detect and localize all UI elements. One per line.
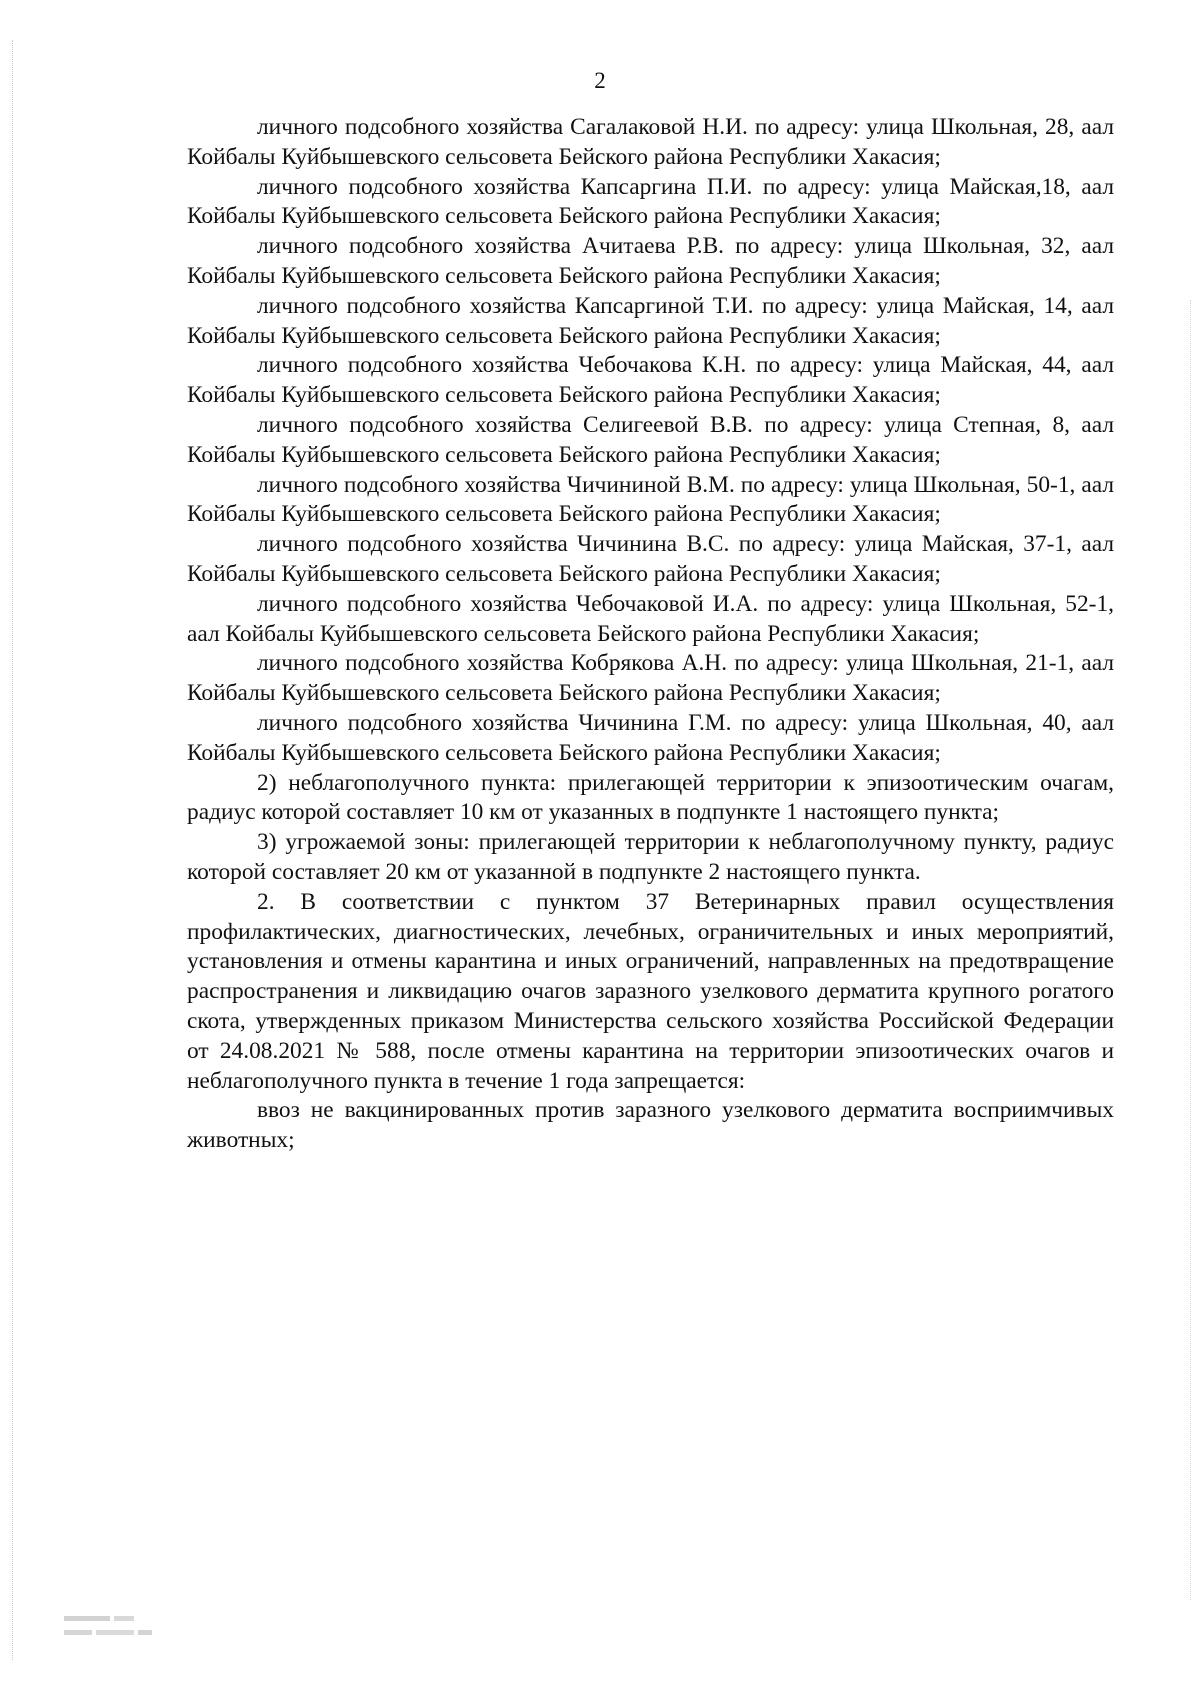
faint-stamp-marks bbox=[62, 1610, 172, 1644]
paragraph-clause-2: 2. В соответствии с пунктом 37 Ветеринарных правил осуществления профилактических, диагностических, лечебных, ограничительных и иных мероприятий, установления и отмены карантина и иных ограничений, направленных на предотвращение распространения и ликвидацию очагов заразного узелкового дерматита крупного рогатого скота, утвержденных приказом Министерства сельского хозяйства Российской Федерации от 24.08.2021 № 588, после отмены карантина на территории эпизоотических очагов и неблагополучного пункта в течение 1 года запрещается: bbox=[187, 888, 1114, 1094]
paragraph-household-11: личного подсобного хозяйства Чичинина Г.М. по адресу: улица Школьная, 40, аал Койбалы Куйбышевского сельсовета Бейского района Республики Хакасия; bbox=[187, 709, 1114, 766]
paragraph-household-2: личного подсобного хозяйства Капсаргина П.И. по адресу: улица Майская,18, аал Койбалы Куйбышевского сельсовета Бейского района Республики Хакасия; bbox=[187, 173, 1114, 230]
paragraph-import-ban: ввоз не вакцинированных против заразного узелкового дерматита восприимчивых животных; bbox=[187, 1097, 1114, 1154]
paragraph-threatened-zone: 3) угрожаемой зоны: прилегающей территории к неблагополучному пункту, радиус которой составляет 20 км от указанной в подпункте 2 настоящего пункта. bbox=[187, 829, 1114, 885]
paragraph-household-9: личного подсобного хозяйства Чебочаковой И.А. по адресу: улица Школьная, 52-1, аал Койбалы Куйбышевского сельсовета Бейского района Республики Хакасия; bbox=[187, 590, 1114, 647]
scan-right-edge bbox=[1190, 300, 1191, 1600]
paragraph-household-7: личного подсобного хозяйства Чичининой В.М. по адресу: улица Школьная, 50-1, аал Койбалы Куйбышевского сельсовета Бейского района Республики Хакасия; bbox=[187, 471, 1114, 528]
paragraph-household-8: личного подсобного хозяйства Чичинина В.С. по адресу: улица Майская, 37-1, аал Койбалы Куйбышевского сельсовета Бейского района Республики Хакасия; bbox=[187, 531, 1114, 587]
paragraph-household-3: личного подсобного хозяйства Ачитаева Р.В. по адресу: улица Школьная, 32, аал Койбалы Куйбышевского сельсовета Бейского района Республики Хакасия; bbox=[187, 233, 1114, 289]
paragraph-household-1: личного подсобного хозяйства Сагалаковой Н.И. по адресу: улица Школьная, 28, аал Койбалы Куйбышевского сельсовета Бейского района Республики Хакасия; bbox=[187, 114, 1114, 170]
document-body bbox=[187, 113, 1114, 1156]
paragraph-household-5: личного подсобного хозяйства Чебочакова К.Н. по адресу: улица Майская, 44, аал Койбалы Куйбышевского сельсовета Бейского района Республики Хакасия; bbox=[187, 352, 1114, 409]
paragraph-household-4: личного подсобного хозяйства Капсаргиной Т.И. по адресу: улица Майская, 14, аал Койбалы Куйбышевского сельсовета Бейского района Республики Хакасия; bbox=[187, 292, 1114, 349]
scan-left-edge bbox=[12, 40, 13, 1660]
paragraph-household-10: личного подсобного хозяйства Кобрякова А.Н. по адресу: улица Школьная, 21-1, аал Койбалы Куйбышевского сельсовета Бейского района Республики Хакасия; bbox=[187, 650, 1114, 707]
paragraph-unfavorable-point: 2) неблагополучного пункта: прилегающей территории к эпизоотическим очагам, радиус которой составляет 10 км от указанных в подпункте 1 настоящего пункта; bbox=[187, 769, 1114, 826]
paragraph-household-6: личного подсобного хозяйства Селигеевой В.В. по адресу: улица Степная, 8, аал Койбалы Куйбышевского сельсовета Бейского района Республики Хакасия; bbox=[187, 411, 1114, 468]
page-number: 2 bbox=[594, 68, 606, 93]
faint-stamp bbox=[62, 1610, 172, 1648]
